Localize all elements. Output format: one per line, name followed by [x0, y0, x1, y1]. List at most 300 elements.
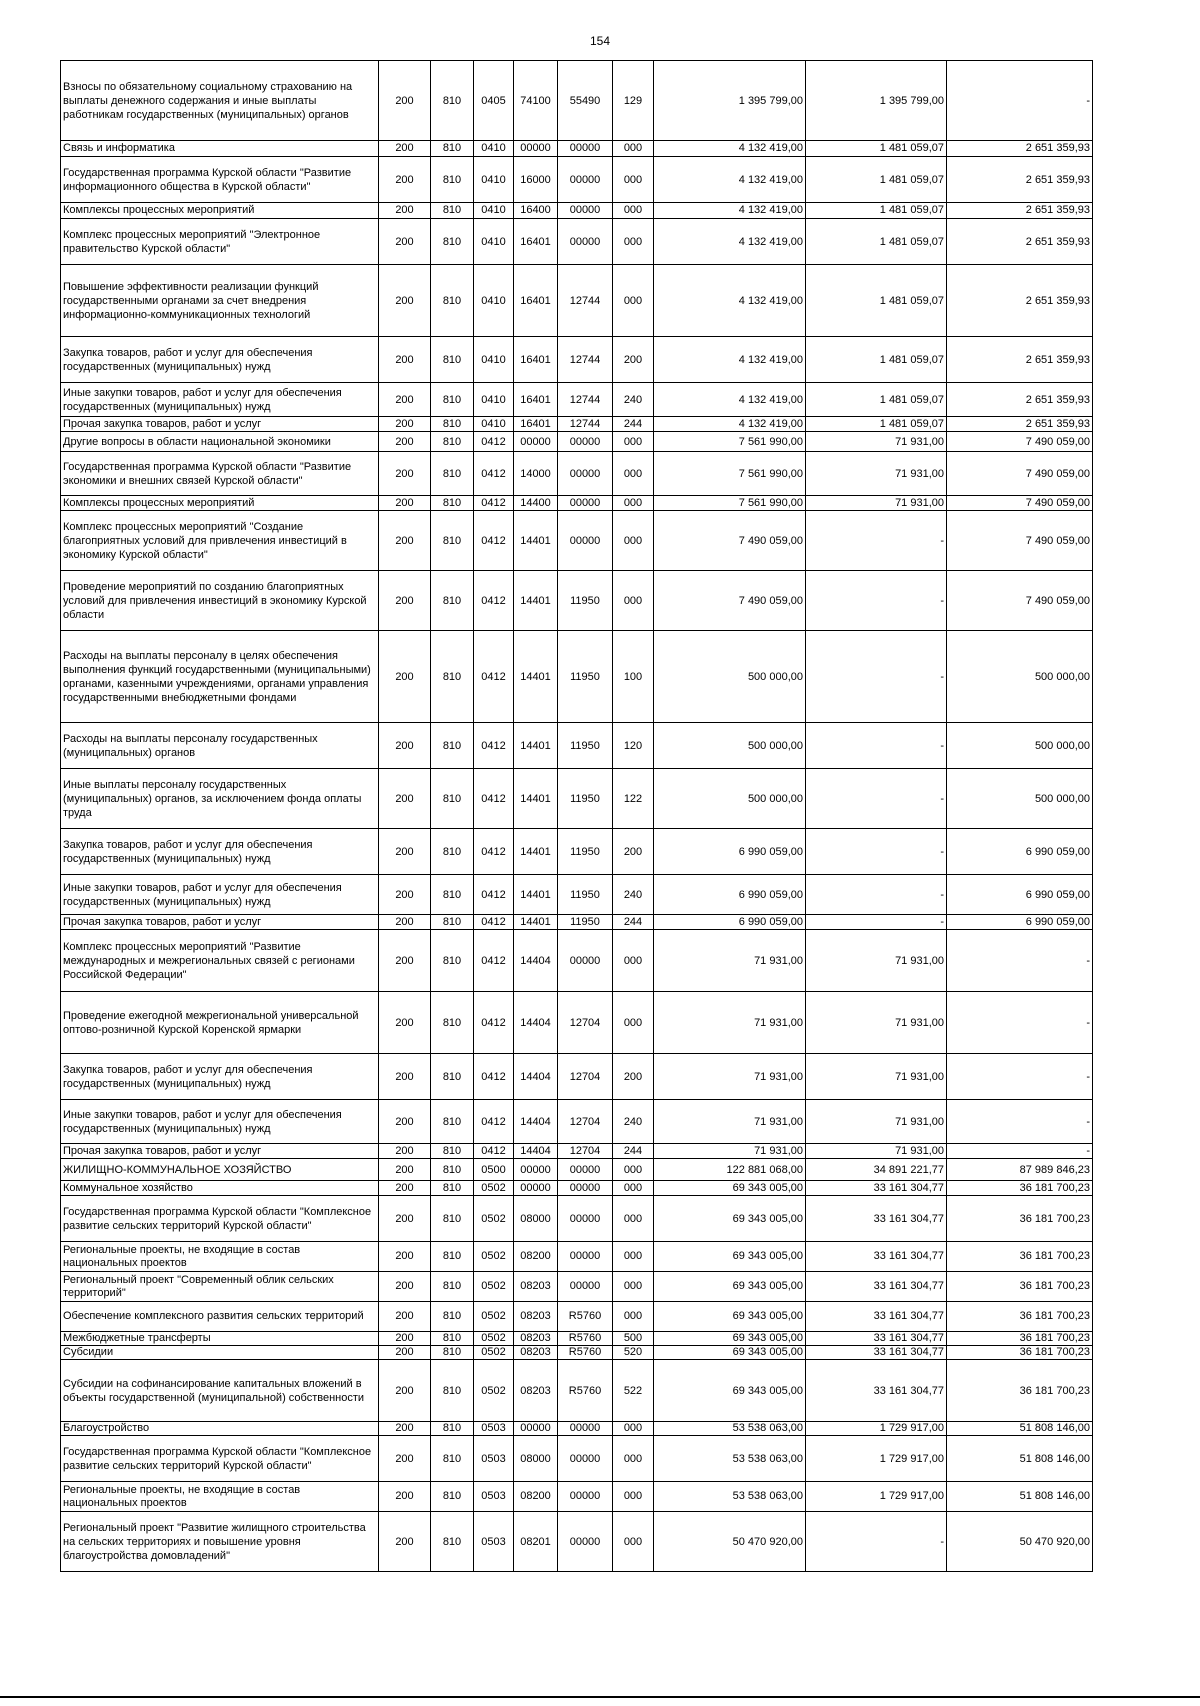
table-row: [61, 1272, 1093, 1302]
row-name: Расходы на выплаты персоналу государственных (муниципальных) органов: [61, 723, 379, 769]
amount-remaining: -: [947, 930, 1093, 992]
row-name: Прочая закупка товаров, работ и услуг: [61, 417, 379, 432]
page-number: 154: [589, 34, 611, 48]
code-admin: 810: [431, 1482, 474, 1512]
code-admin: 810: [431, 930, 474, 992]
code-expense-type: 000: [613, 157, 654, 203]
code-target-program: 00000: [514, 1422, 558, 1436]
code-admin: 810: [431, 631, 474, 723]
code-section: 0412: [474, 829, 514, 875]
amount-approved: 69 343 005,00: [654, 1196, 806, 1242]
code-target-program: 16401: [514, 383, 558, 417]
code-department: 200: [379, 631, 431, 723]
amount-remaining: 36 181 700,23: [947, 1196, 1093, 1242]
amount-remaining: 7 490 059,00: [947, 511, 1093, 571]
amount-executed: 71 931,00: [806, 1100, 947, 1144]
code-section: 0412: [474, 496, 514, 511]
code-target-program: 14401: [514, 631, 558, 723]
amount-remaining: 7 490 059,00: [947, 452, 1093, 496]
amount-executed: 71 931,00: [806, 432, 947, 452]
code-department: 200: [379, 1302, 431, 1332]
code-expense-type: 000: [613, 571, 654, 631]
code-expense-type: 000: [613, 1196, 654, 1242]
amount-approved: 122 881 068,00: [654, 1159, 806, 1181]
amount-approved: 7 561 990,00: [654, 452, 806, 496]
amount-remaining: -: [947, 1144, 1093, 1159]
code-target-direction: 00000: [558, 496, 613, 511]
row-name: Другие вопросы в области национальной экономики: [61, 432, 379, 452]
code-target-direction: 00000: [558, 141, 613, 157]
amount-remaining: 51 808 146,00: [947, 1436, 1093, 1482]
code-expense-type: 000: [613, 203, 654, 219]
amount-remaining: 36 181 700,23: [947, 1181, 1093, 1196]
amount-executed: 1 481 059,07: [806, 203, 947, 219]
row-name: Повышение эффективности реализации функций государственными органами за счет внедрения информационно-коммуникационных технологий: [61, 265, 379, 337]
table-row: [61, 829, 1093, 875]
code-admin: 810: [431, 992, 474, 1054]
code-admin: 810: [431, 141, 474, 157]
amount-remaining: 50 470 920,00: [947, 1512, 1093, 1572]
table-row: [61, 723, 1093, 769]
code-section: 0412: [474, 1144, 514, 1159]
code-admin: 810: [431, 417, 474, 432]
amount-remaining: 500 000,00: [947, 631, 1093, 723]
code-section: 0410: [474, 383, 514, 417]
code-target-program: 16401: [514, 219, 558, 265]
code-target-program: 14401: [514, 571, 558, 631]
code-admin: 810: [431, 1332, 474, 1346]
code-expense-type: 000: [613, 1512, 654, 1572]
code-target-direction: 00000: [558, 1159, 613, 1181]
code-expense-type: 200: [613, 829, 654, 875]
table-row: [61, 61, 1093, 141]
code-target-program: 74100: [514, 61, 558, 141]
amount-remaining: 6 990 059,00: [947, 829, 1093, 875]
code-section: 0412: [474, 511, 514, 571]
row-name: Региональные проекты, не входящие в состав национальных проектов: [61, 1482, 379, 1512]
amount-approved: 53 538 063,00: [654, 1422, 806, 1436]
code-section: 0412: [474, 723, 514, 769]
code-section: 0410: [474, 203, 514, 219]
code-expense-type: 240: [613, 1100, 654, 1144]
code-target-direction: 11950: [558, 875, 613, 915]
code-expense-type: 122: [613, 769, 654, 829]
amount-approved: 69 343 005,00: [654, 1360, 806, 1422]
code-department: 200: [379, 1100, 431, 1144]
code-target-program: 14404: [514, 1100, 558, 1144]
code-department: 200: [379, 1242, 431, 1272]
amount-remaining: 36 181 700,23: [947, 1242, 1093, 1272]
code-target-direction: R5760: [558, 1302, 613, 1332]
code-section: 0405: [474, 61, 514, 141]
code-target-direction: 00000: [558, 452, 613, 496]
amount-remaining: 87 989 846,23: [947, 1159, 1093, 1181]
code-target-direction: 11950: [558, 915, 613, 930]
code-department: 200: [379, 1422, 431, 1436]
code-target-program: 14404: [514, 930, 558, 992]
table-row: [61, 1181, 1093, 1196]
table-row: [61, 511, 1093, 571]
row-name: Государственная программа Курской области "Развитие информационного общества в Курской области": [61, 157, 379, 203]
amount-approved: 71 931,00: [654, 992, 806, 1054]
amount-approved: 69 343 005,00: [654, 1242, 806, 1272]
code-expense-type: 000: [613, 496, 654, 511]
table-row: [61, 1242, 1093, 1272]
row-name: Закупка товаров, работ и услуг для обеспечения государственных (муниципальных) нужд: [61, 1054, 379, 1100]
amount-executed: 1 729 917,00: [806, 1482, 947, 1512]
code-target-program: 08203: [514, 1360, 558, 1422]
table-body: [61, 61, 1093, 1572]
row-name: Комплексы процессных мероприятий: [61, 203, 379, 219]
table-row: [61, 1512, 1093, 1572]
code-department: 200: [379, 1346, 431, 1360]
budget-table: [60, 60, 1093, 1572]
code-expense-type: 000: [613, 1272, 654, 1302]
amount-approved: 53 538 063,00: [654, 1482, 806, 1512]
amount-executed: 33 161 304,77: [806, 1302, 947, 1332]
code-department: 200: [379, 337, 431, 383]
amount-executed: 33 161 304,77: [806, 1346, 947, 1360]
table-row: [61, 1100, 1093, 1144]
amount-executed: 1 481 059,07: [806, 141, 947, 157]
table-row: [61, 1482, 1093, 1512]
table-row: [61, 915, 1093, 930]
amount-remaining: 2 651 359,93: [947, 219, 1093, 265]
amount-approved: 6 990 059,00: [654, 875, 806, 915]
code-target-direction: 12744: [558, 265, 613, 337]
code-target-direction: 00000: [558, 1181, 613, 1196]
code-target-direction: R5760: [558, 1360, 613, 1422]
amount-executed: 33 161 304,77: [806, 1181, 947, 1196]
amount-approved: 500 000,00: [654, 723, 806, 769]
amount-approved: 4 132 419,00: [654, 219, 806, 265]
table-row: [61, 452, 1093, 496]
code-expense-type: 244: [613, 1144, 654, 1159]
amount-executed: -: [806, 915, 947, 930]
code-section: 0503: [474, 1436, 514, 1482]
code-department: 200: [379, 61, 431, 141]
amount-approved: 6 990 059,00: [654, 829, 806, 875]
amount-remaining: 7 490 059,00: [947, 432, 1093, 452]
code-target-program: 08203: [514, 1272, 558, 1302]
code-target-direction: 00000: [558, 432, 613, 452]
amount-remaining: 51 808 146,00: [947, 1482, 1093, 1512]
code-target-direction: R5760: [558, 1332, 613, 1346]
amount-approved: 4 132 419,00: [654, 417, 806, 432]
amount-approved: 4 132 419,00: [654, 157, 806, 203]
code-expense-type: 522: [613, 1360, 654, 1422]
code-admin: 810: [431, 1346, 474, 1360]
amount-remaining: 500 000,00: [947, 723, 1093, 769]
code-department: 200: [379, 1144, 431, 1159]
amount-executed: 1 481 059,07: [806, 157, 947, 203]
amount-remaining: 2 651 359,93: [947, 157, 1093, 203]
table-row: [61, 1360, 1093, 1422]
row-name: Комплекс процессных мероприятий "Развитие международных и межрегиональных связей с регионами Российской Федерации": [61, 930, 379, 992]
row-name: Комплекс процессных мероприятий "Создание благоприятных условий для привлечения инвестиций в экономику Курской области": [61, 511, 379, 571]
table-row: [61, 417, 1093, 432]
amount-remaining: 2 651 359,93: [947, 417, 1093, 432]
amount-executed: 1 481 059,07: [806, 337, 947, 383]
code-admin: 810: [431, 915, 474, 930]
code-target-program: 00000: [514, 141, 558, 157]
amount-remaining: -: [947, 1054, 1093, 1100]
amount-approved: 4 132 419,00: [654, 203, 806, 219]
amount-approved: 71 931,00: [654, 1054, 806, 1100]
amount-executed: -: [806, 1512, 947, 1572]
row-name: Иные закупки товаров, работ и услуг для обеспечения государственных (муниципальных) нужд: [61, 1100, 379, 1144]
amount-approved: 69 343 005,00: [654, 1272, 806, 1302]
row-name: Расходы на выплаты персоналу в целях обеспечения выполнения функций государственными (муниципальными) органами, казенными учреждениями, органами управления государственными внебюджетными фондами: [61, 631, 379, 723]
row-name: Иные закупки товаров, работ и услуг для обеспечения государственных (муниципальных) нужд: [61, 875, 379, 915]
code-department: 200: [379, 571, 431, 631]
table-row: [61, 1422, 1093, 1436]
code-section: 0412: [474, 915, 514, 930]
table-row: [61, 1159, 1093, 1181]
code-target-direction: 11950: [558, 769, 613, 829]
code-department: 200: [379, 265, 431, 337]
code-target-direction: 00000: [558, 1436, 613, 1482]
amount-approved: 69 343 005,00: [654, 1302, 806, 1332]
table-row: [61, 1196, 1093, 1242]
row-name: Комплексы процессных мероприятий: [61, 496, 379, 511]
row-name: Обеспечение комплексного развития сельских территорий: [61, 1302, 379, 1332]
amount-remaining: 6 990 059,00: [947, 915, 1093, 930]
code-department: 200: [379, 157, 431, 203]
table-row: [61, 1346, 1093, 1360]
code-section: 0502: [474, 1242, 514, 1272]
code-expense-type: 000: [613, 452, 654, 496]
amount-executed: 1 395 799,00: [806, 61, 947, 141]
amount-approved: 7 561 990,00: [654, 432, 806, 452]
amount-executed: -: [806, 571, 947, 631]
amount-remaining: 36 181 700,23: [947, 1360, 1093, 1422]
code-expense-type: 000: [613, 930, 654, 992]
row-name: Субсидии: [61, 1346, 379, 1360]
amount-approved: 1 395 799,00: [654, 61, 806, 141]
row-name: Межбюджетные трансферты: [61, 1332, 379, 1346]
code-section: 0410: [474, 417, 514, 432]
row-name: Закупка товаров, работ и услуг для обеспечения государственных (муниципальных) нужд: [61, 829, 379, 875]
code-target-program: 14000: [514, 452, 558, 496]
code-target-direction: 11950: [558, 723, 613, 769]
code-expense-type: 500: [613, 1332, 654, 1346]
code-expense-type: 000: [613, 1302, 654, 1332]
code-admin: 810: [431, 1242, 474, 1272]
code-department: 200: [379, 141, 431, 157]
code-admin: 810: [431, 1422, 474, 1436]
row-name: Государственная программа Курской области "Комплексное развитие сельских территорий Курской области": [61, 1436, 379, 1482]
code-department: 200: [379, 432, 431, 452]
code-department: 200: [379, 511, 431, 571]
code-admin: 810: [431, 723, 474, 769]
row-name: Региональный проект "Современный облик сельских территорий": [61, 1272, 379, 1302]
row-name: Региональный проект "Развитие жилищного строительства на сельских территориях и повышение уровня благоустройства домовладений": [61, 1512, 379, 1572]
amount-executed: 1 481 059,07: [806, 417, 947, 432]
amount-approved: 4 132 419,00: [654, 265, 806, 337]
code-expense-type: 200: [613, 337, 654, 383]
amount-remaining: 7 490 059,00: [947, 496, 1093, 511]
code-expense-type: 000: [613, 265, 654, 337]
amount-executed: -: [806, 511, 947, 571]
code-target-program: 16401: [514, 337, 558, 383]
amount-executed: 71 931,00: [806, 452, 947, 496]
code-target-direction: 12704: [558, 1144, 613, 1159]
row-name: Взносы по обязательному социальному страхованию на выплаты денежного содержания и иные выплаты работникам государственных (муниципальных) органов: [61, 61, 379, 141]
code-target-program: 14404: [514, 1144, 558, 1159]
code-target-direction: 11950: [558, 571, 613, 631]
amount-approved: 50 470 920,00: [654, 1512, 806, 1572]
row-name: Закупка товаров, работ и услуг для обеспечения государственных (муниципальных) нужд: [61, 337, 379, 383]
code-admin: 810: [431, 219, 474, 265]
code-section: 0410: [474, 219, 514, 265]
code-target-program: 08200: [514, 1482, 558, 1512]
table-row: [61, 383, 1093, 417]
code-department: 200: [379, 1272, 431, 1302]
code-expense-type: 520: [613, 1346, 654, 1360]
code-department: 200: [379, 1512, 431, 1572]
table-row: [61, 930, 1093, 992]
amount-approved: 71 931,00: [654, 1144, 806, 1159]
code-section: 0412: [474, 631, 514, 723]
code-admin: 810: [431, 829, 474, 875]
amount-executed: 33 161 304,77: [806, 1196, 947, 1242]
code-target-direction: 12704: [558, 1054, 613, 1100]
row-name: Государственная программа Курской области "Комплексное развитие сельских территорий Курской области": [61, 1196, 379, 1242]
code-admin: 810: [431, 1196, 474, 1242]
code-admin: 810: [431, 1512, 474, 1572]
amount-executed: 71 931,00: [806, 992, 947, 1054]
amount-executed: -: [806, 723, 947, 769]
code-target-program: 08000: [514, 1196, 558, 1242]
row-name: Благоустройство: [61, 1422, 379, 1436]
code-section: 0412: [474, 875, 514, 915]
code-expense-type: 000: [613, 511, 654, 571]
code-target-direction: 00000: [558, 1422, 613, 1436]
code-target-program: 14401: [514, 723, 558, 769]
code-department: 200: [379, 1482, 431, 1512]
code-department: 200: [379, 930, 431, 992]
code-section: 0502: [474, 1302, 514, 1332]
code-department: 200: [379, 383, 431, 417]
code-admin: 810: [431, 337, 474, 383]
code-expense-type: 129: [613, 61, 654, 141]
amount-executed: 34 891 221,77: [806, 1159, 947, 1181]
amount-approved: 4 132 419,00: [654, 337, 806, 383]
code-target-program: 08000: [514, 1436, 558, 1482]
code-department: 200: [379, 496, 431, 511]
amount-executed: 1 481 059,07: [806, 265, 947, 337]
row-name: Иные закупки товаров, работ и услуг для обеспечения государственных (муниципальных) нужд: [61, 383, 379, 417]
amount-executed: 71 931,00: [806, 1054, 947, 1100]
code-expense-type: 244: [613, 915, 654, 930]
code-target-program: 14404: [514, 992, 558, 1054]
code-section: 0502: [474, 1332, 514, 1346]
code-target-program: 14400: [514, 496, 558, 511]
code-admin: 810: [431, 1360, 474, 1422]
code-target-program: 08203: [514, 1302, 558, 1332]
table-row: [61, 1436, 1093, 1482]
code-expense-type: 000: [613, 1482, 654, 1512]
code-department: 200: [379, 1436, 431, 1482]
code-department: 200: [379, 723, 431, 769]
code-section: 0502: [474, 1346, 514, 1360]
table-row: [61, 992, 1093, 1054]
amount-remaining: 2 651 359,93: [947, 203, 1093, 219]
code-department: 200: [379, 829, 431, 875]
row-name: Проведение ежегодной межрегиональной универсальной оптово-розничной Курской Коренской ярмарки: [61, 992, 379, 1054]
code-target-program: 16401: [514, 417, 558, 432]
amount-remaining: 36 181 700,23: [947, 1302, 1093, 1332]
bottom-rule: [0, 1696, 1200, 1698]
code-admin: 810: [431, 1302, 474, 1332]
amount-executed: -: [806, 829, 947, 875]
table-row: [61, 141, 1093, 157]
code-admin: 810: [431, 383, 474, 417]
code-expense-type: 000: [613, 432, 654, 452]
code-admin: 810: [431, 1159, 474, 1181]
code-target-program: 08200: [514, 1242, 558, 1272]
code-section: 0412: [474, 1054, 514, 1100]
code-section: 0412: [474, 571, 514, 631]
code-section: 0412: [474, 1100, 514, 1144]
amount-executed: -: [806, 875, 947, 915]
amount-executed: 33 161 304,77: [806, 1272, 947, 1302]
amount-remaining: 2 651 359,93: [947, 141, 1093, 157]
table-row: [61, 265, 1093, 337]
code-target-direction: 12744: [558, 383, 613, 417]
amount-executed: 33 161 304,77: [806, 1242, 947, 1272]
row-name: Государственная программа Курской области "Развитие экономики и внешних связей Курской области": [61, 452, 379, 496]
code-admin: 810: [431, 432, 474, 452]
amount-executed: 71 931,00: [806, 1144, 947, 1159]
code-section: 0502: [474, 1196, 514, 1242]
code-target-direction: 55490: [558, 61, 613, 141]
table-row: [61, 1302, 1093, 1332]
row-name: Комплекс процессных мероприятий "Электронное правительство Курской области": [61, 219, 379, 265]
code-target-program: 08203: [514, 1346, 558, 1360]
amount-approved: 7 490 059,00: [654, 511, 806, 571]
code-admin: 810: [431, 265, 474, 337]
amount-approved: 71 931,00: [654, 1100, 806, 1144]
amount-approved: 4 132 419,00: [654, 383, 806, 417]
table-row: [61, 1144, 1093, 1159]
code-target-program: 14404: [514, 1054, 558, 1100]
code-department: 200: [379, 1181, 431, 1196]
code-section: 0412: [474, 432, 514, 452]
table-row: [61, 432, 1093, 452]
code-expense-type: 000: [613, 992, 654, 1054]
row-name: Проведение мероприятий по созданию благоприятных условий для привлечения инвестиций в экономику Курской области: [61, 571, 379, 631]
code-target-program: 00000: [514, 1181, 558, 1196]
amount-approved: 500 000,00: [654, 769, 806, 829]
row-name: Прочая закупка товаров, работ и услуг: [61, 915, 379, 930]
code-admin: 810: [431, 1436, 474, 1482]
code-target-program: 16400: [514, 203, 558, 219]
table-row: [61, 496, 1093, 511]
amount-executed: -: [806, 769, 947, 829]
amount-remaining: 51 808 146,00: [947, 1422, 1093, 1436]
amount-approved: 500 000,00: [654, 631, 806, 723]
code-department: 200: [379, 992, 431, 1054]
row-name: Прочая закупка товаров, работ и услуг: [61, 1144, 379, 1159]
code-section: 0502: [474, 1272, 514, 1302]
code-section: 0412: [474, 769, 514, 829]
code-expense-type: 244: [613, 417, 654, 432]
code-target-program: 14401: [514, 875, 558, 915]
amount-executed: 1 729 917,00: [806, 1436, 947, 1482]
code-expense-type: 100: [613, 631, 654, 723]
